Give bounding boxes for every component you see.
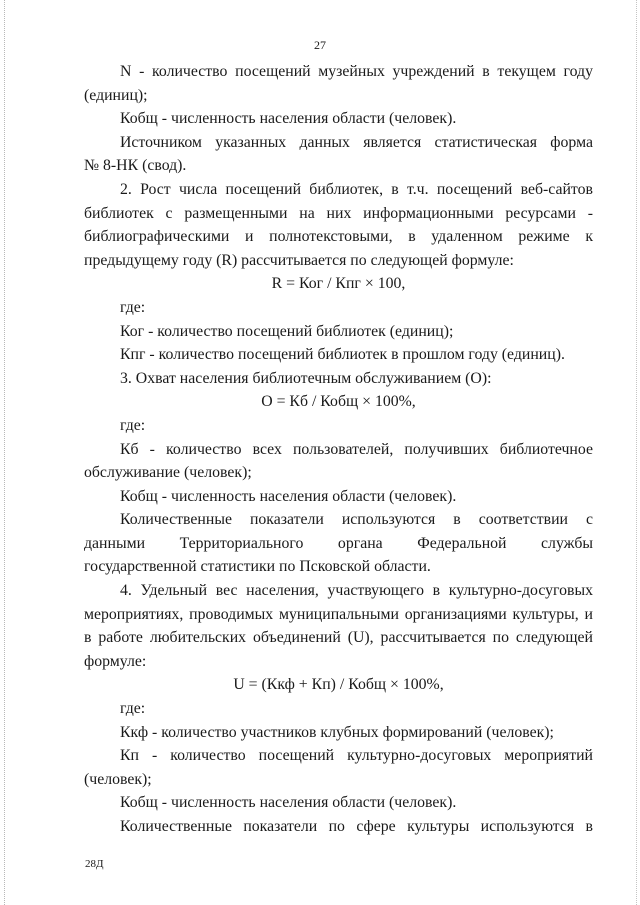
- text-line: № 8-НК (свод).: [84, 157, 187, 175]
- text-line: государственной статистики по Псковской области.: [84, 558, 431, 576]
- text-line: Кобщ - численность населения области (человек).: [120, 110, 457, 128]
- text-line: мероприятиях, проводимых муниципальными организациями культуры, и: [84, 605, 593, 623]
- text-line: 2. Рост числа посещений библиотек, в т.ч. посещений веб-сайтов: [120, 180, 593, 198]
- text-line: в работе любительских объединений (U), рассчитывается по следующей: [84, 629, 593, 647]
- scan-left-edge: [4, 0, 5, 905]
- text-line: Ккф - количество участников клубных формирований (человек);: [120, 723, 554, 741]
- formula-line: R = Ког / Кпг × 100,: [271, 275, 406, 293]
- text-line: где:: [120, 298, 146, 316]
- text-line: где:: [120, 700, 146, 718]
- text-line: библиотек с размещенными на них информационными ресурсами -: [84, 204, 593, 222]
- text-line: обслуживание (человек);: [84, 464, 252, 482]
- text-line: Кобщ - численность населения области (человек).: [120, 794, 457, 812]
- text-line: библиографическими и полнотекстовыми, в удаленном режиме к: [84, 228, 593, 246]
- text-line: 3. Охват населения библиотечным обслуживанием (О):: [120, 369, 492, 387]
- formula-line: О = Кб / Кобщ × 100%,: [261, 393, 416, 411]
- text-line: где:: [120, 416, 146, 434]
- text-line: Источником указанных данных является статистическая форма: [120, 133, 593, 151]
- text-line: 4. Удельный вес населения, участвующего в культурно-досуговых: [120, 582, 593, 600]
- text-line: данными Территориального органа Федеральной службы: [84, 534, 593, 552]
- text-line: предыдущему году (R) рассчитывается по следующей формуле:: [84, 251, 514, 269]
- page-number: 27: [314, 38, 326, 52]
- text-line: Кб - количество всех пользователей, получивших библиотечное: [120, 440, 593, 458]
- text-line: N - количество посещений музейных учреждений в текущем году: [120, 63, 593, 80]
- document-body: [84, 60, 593, 839]
- formula-line: U = (Ккф + Кп) / Кобщ × 100%,: [233, 676, 444, 694]
- text-line: Кп - количество посещений культурно-досуговых мероприятий: [120, 747, 593, 765]
- text-line: (единиц);: [84, 86, 148, 104]
- text-line: Кобщ - численность населения области (человек).: [120, 487, 457, 505]
- text-line: Кпг - количество посещений библиотек в прошлом году (единиц).: [120, 346, 565, 364]
- text-line: Ког - количество посещений библиотек (единиц);: [120, 322, 454, 340]
- text-line: Количественные показатели используются в соответствии с: [120, 511, 593, 529]
- scan-right-edge: [636, 0, 637, 905]
- text-line: (человек);: [84, 770, 152, 788]
- text-line: Количественные показатели по сфере культуры используются в: [120, 818, 593, 835]
- document-code: 28Д: [85, 858, 104, 870]
- text-line: формуле:: [84, 652, 147, 670]
